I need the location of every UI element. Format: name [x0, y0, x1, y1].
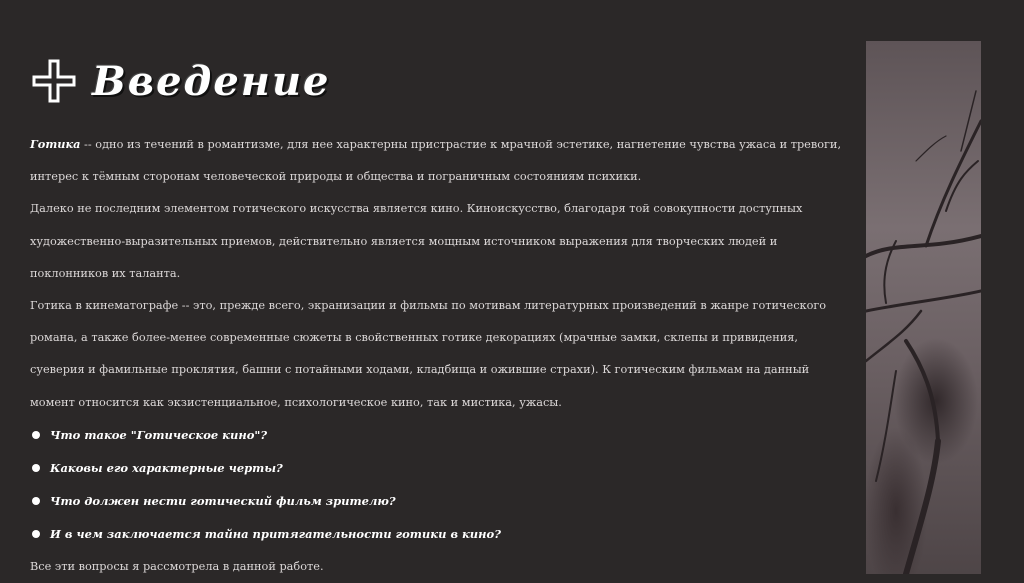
- main-text: [30, 128, 845, 583]
- question-text: Что должен нести готический фильм зрителю?: [50, 494, 396, 509]
- question-text: Что такое "Готическое кино"?: [50, 428, 268, 443]
- bullet-icon: [32, 464, 40, 472]
- cross-icon: [30, 57, 78, 105]
- slide-heading: [30, 56, 330, 106]
- list-item: [30, 419, 845, 452]
- bullet-icon: [32, 431, 40, 439]
- paragraph-gothic-cinema: Готика в кинематографе -- это, прежде всего, экранизации и фильмы по мотивам литературных произведений в жанре готического романа, а также более-менее современные сюжеты в свойственных готике декорациях (мрачные замки, склепы и привидения, суеверия и фамильные проклятия, башни с потайными ходами, кладбища и ожившие страхи). К готическим фильмам на данный момент относится как экзистенциальное, психологическое кино, так и мистика, ужасы.: [30, 299, 827, 409]
- closing-sentence: Все эти вопросы я рассмотрела в данной работе.: [30, 559, 324, 573]
- page-title: Введение: [92, 57, 331, 105]
- list-item: [30, 452, 845, 485]
- bullet-icon: [32, 497, 40, 505]
- question-text: Каковы его характерные черты?: [50, 461, 283, 476]
- paragraph-cinema: Далеко не последним элементом готического искусства является кино. Киноискусство, благодаря той совокупности доступных художественно-выразительных приемов, действительно является мощным источником выражения для творческих людей и поклонников их таланта.: [30, 202, 803, 280]
- bullet-icon: [32, 530, 40, 538]
- list-item: [30, 485, 845, 518]
- question-list: [30, 419, 845, 551]
- paragraph-intro: [30, 128, 845, 193]
- question-text: И в чем заключается тайна притягательности готики в кино?: [50, 527, 501, 542]
- paragraph-intro-text: -- одно из течений в романтизме, для нее характерны пристрастие к мрачной эстетике, нагнетение чувства ужаса и тревоги, интерес к тёмным сторонам человеческой природы и общества и пограничным состояниям психики.: [30, 138, 842, 184]
- term-gothic: Готика: [30, 137, 81, 151]
- list-item: [30, 518, 845, 551]
- tree-branches-image: [866, 41, 981, 574]
- tree-branches-photo: [866, 41, 981, 574]
